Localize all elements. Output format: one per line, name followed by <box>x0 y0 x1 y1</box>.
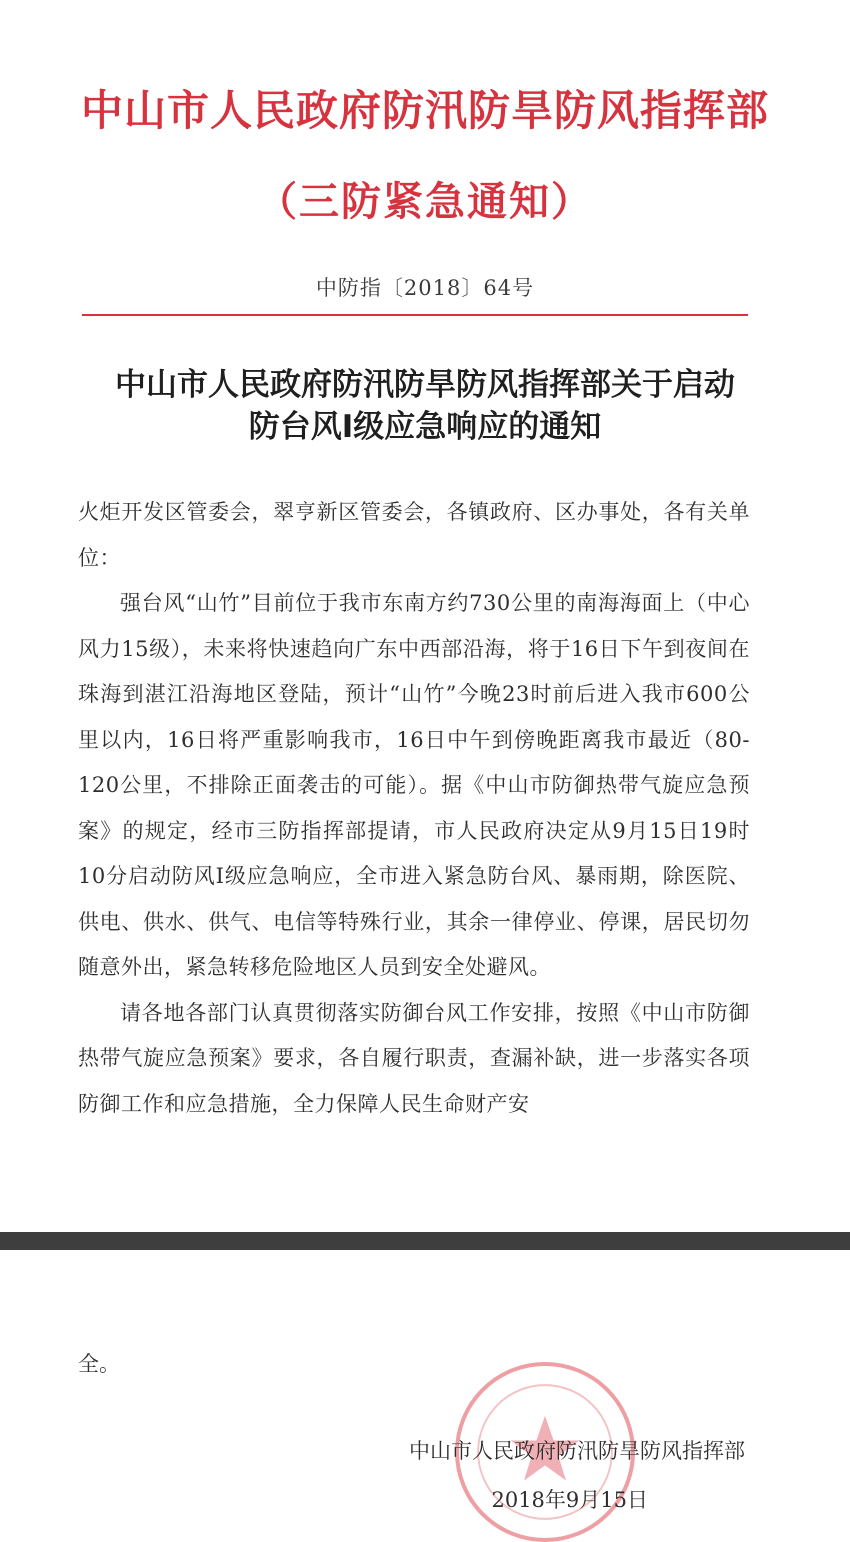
notice-type-header: （三防紧急通知） <box>257 178 593 225</box>
document-number: 中防指〔2018〕64号 <box>315 276 535 300</box>
red-divider-line <box>82 314 748 316</box>
document-body <box>78 490 750 1127</box>
signature-organization: 中山市人民政府防汛防旱防风指挥部 <box>409 1439 745 1463</box>
issuing-organization-header: 中山市人民政府防汛防旱防风指挥部 <box>80 86 769 135</box>
title-line-1: 中山市人民政府防汛防旱防风指挥部关于启动 <box>115 367 735 403</box>
recipients-paragraph: 火炬开发区管委会，翠亨新区管委会，各镇政府、区办事处，各有关单位： <box>78 500 750 570</box>
page-separator-bar <box>0 1232 850 1250</box>
body-paragraph-2: 请各地各部门认真贯彻落实防御台风工作安排，按照《中山市防御热带气旋应急预案》要求，各自履行职责，查漏补缺，进一步落实各项防御工作和应急措施，全力保障人民生命财产安 <box>78 1000 750 1116</box>
document-title <box>0 364 850 448</box>
body-paragraph-1: 强台风“山竹”目前位于我市东南方约730公里的南海海面上（中心风力15级），未来将快速趋向广东中西部沿海，将于16日下午到夜间在珠海到湛江沿海地区登陆，预计“山竹”今晚23时前后进入我市600公里以内，16日将严重影响我市，16日中午到傍晚距离我市最近（80-120公里，不排除正面袭击的可能）。据《中山市防御热带气旋应急预案》的规定，经市三防指挥部提请，市人民政府决定从9月15日19时10分启动防风Ⅰ级应急响应，全市进入紧急防台风、暴雨期，除医院、供电、供水、供气、电信等特殊行业，其余一律停业、停课，居民切勿随意外出，紧急转移危险地区人员到安全处避风。 <box>78 591 750 979</box>
body-continuation: 全。 <box>78 1352 120 1376</box>
title-line-2: 防台风Ⅰ级应急响应的通知 <box>248 409 602 445</box>
signature-date: 2018年9月15日 <box>491 1488 648 1512</box>
